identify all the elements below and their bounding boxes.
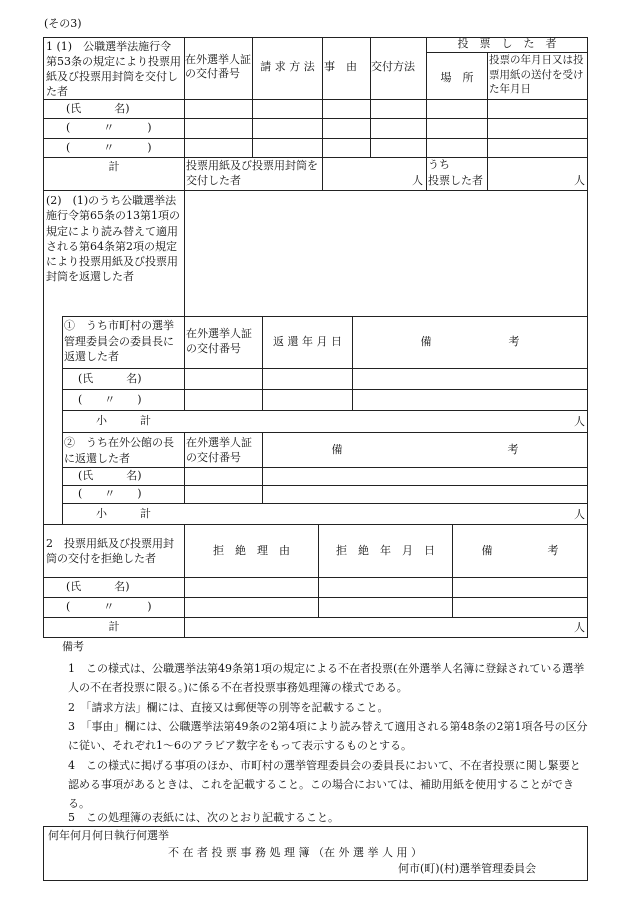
note-item: 3 「事由」欄には、公職選挙法第49条の2第4項により読み替えて適用される第48条の2第1項各号の区分に従い、それぞれ1～6のアラビア数字をもって表示するものとする。	[68, 720, 588, 752]
sub1-row-name: (氏 名)	[78, 371, 142, 385]
col-place: 場 所	[440, 70, 474, 84]
total-label: 計	[108, 159, 120, 173]
sub2-col-remarks: 備 考	[331, 442, 519, 456]
sub2-col-cert: 在外選挙人証の交付番号	[186, 436, 252, 464]
col-reject-date: 拒 絶 年 月 日	[336, 543, 435, 557]
subtotal2-unit: 人	[574, 508, 585, 521]
subtotal1-unit: 人	[574, 415, 585, 428]
col-reject-reason: 拒 絶 理 由	[213, 543, 290, 557]
sec3-row-ditto: ( 〃 )	[66, 600, 152, 614]
subtotal2-label: 小 計	[96, 506, 151, 520]
note-item: 4 この様式に掲げる事項のほか、市町村の選挙管理委員会の委員長において、不在者投票に関し緊要と認める事項があるときは、これを記載すること。この場合においては、補助用紙を使用することができる。	[68, 759, 581, 810]
cover-title: 不 在 者 投 票 事 務 処 理 簿 （在 外 選 挙 人 用 ）	[168, 846, 422, 859]
sub1-header: ① うち市町村の選挙管理委員会の委員長に返還した者	[64, 319, 174, 363]
notes-title: 備考	[62, 640, 84, 653]
sub1-col-cert: 在外選挙人証の交付番号	[186, 327, 252, 355]
sub2-row-name: (氏 名)	[78, 469, 142, 483]
sub2-header: ② うち在外公館の長に返還した者	[64, 436, 174, 465]
cover-election-line: 何年何月何日執行何選挙	[48, 829, 169, 842]
row-ditto: ( 〃 )	[66, 140, 152, 154]
section2-header: (2) (1)のうち公職選挙法施行令第65条の13第1項の規定により読み替えて適用される第64条第2項の規定により投票用紙及び投票用封筒を返還した者	[46, 194, 180, 284]
row-ditto: ( 〃 )	[66, 121, 152, 135]
sec3-total-unit: 人	[574, 621, 585, 634]
voted-unit: 人	[574, 174, 585, 187]
col-delivery-method: 交付方法	[371, 59, 415, 73]
sub1-col-return-date: 返 還 年 月 日	[273, 334, 342, 348]
note-item: 1 この様式は、公職選挙法第49条第1項の規定による不在者投票(在外選挙人名簿に登録されている選挙人の不在者投票に限る。)に係る不在者投票事務処理簿の様式である。	[68, 662, 585, 694]
voted-label: 投票した者	[428, 174, 483, 187]
col-reject-remarks: 備 考	[481, 543, 559, 557]
sub1-col-remarks: 備 考	[420, 334, 520, 348]
sec3-total-label: 計	[108, 620, 120, 634]
col-cert-number: 在外選挙人証の交付番号	[185, 53, 251, 80]
section1-header: 1 (1) 公職選挙法施行令第53条の規定により投票用紙及び投票用封筒を交付した者	[46, 40, 181, 98]
section3-header: 2 投票用紙及び投票用封筒の交付を拒絶した者	[46, 537, 174, 565]
col-reason: 事 由	[324, 59, 357, 73]
row-name: (氏 名)	[66, 101, 130, 115]
col-request-method: 請 求 方 法	[260, 59, 315, 73]
sec3-row-name: (氏 名)	[66, 580, 130, 594]
sub1-row-ditto: ( 〃 )	[78, 392, 142, 406]
sub2-row-ditto: ( 〃 )	[78, 487, 142, 501]
note-item: 5 この処理簿の表紙には、次のとおり記載すること。	[68, 811, 339, 824]
col-vote-date: 投票の年月日又は投票用紙の送付を受けた年月日	[489, 54, 584, 95]
total-issued-label: 投票用紙及び投票用封筒を交付した者	[186, 159, 318, 187]
page-label: (その3)	[44, 17, 82, 30]
cover-committee: 何市(町)(村)選挙管理委員会	[398, 862, 537, 875]
subtotal1-label: 小 計	[96, 414, 151, 428]
of-which-label: うち	[428, 158, 450, 171]
col-voted-header: 投 票 し た 者	[457, 37, 557, 51]
total-issued-unit: 人	[412, 174, 423, 187]
note-item: 2 「請求方法」欄には、直接又は郵便等の別等を記載すること。	[68, 701, 389, 714]
